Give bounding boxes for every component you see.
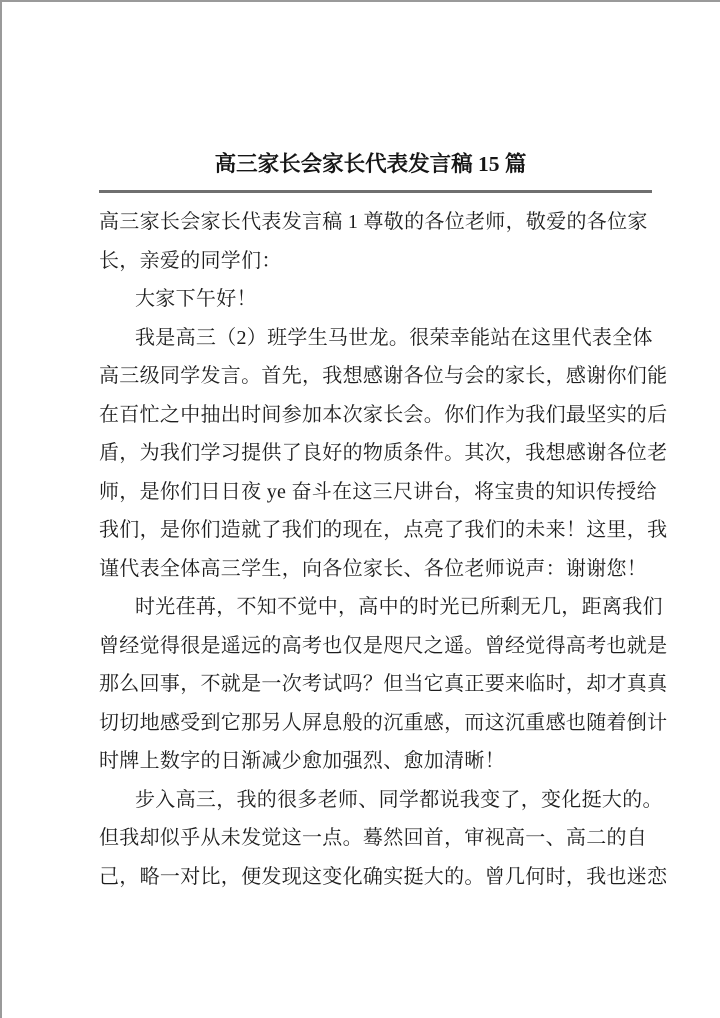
- text-line: 时牌上数字的日渐减少愈加强烈、愈加清晰！: [99, 750, 505, 772]
- text-line: 在百忙之中抽出时间参加本次家长会。你们作为我们最坚实的后: [99, 403, 668, 426]
- document-title: 高三家长会家长代表发言稿 15 篇: [214, 152, 527, 176]
- text-line: 曾经觉得很是遥远的高考也仅是咫尺之遥。曾经觉得高考也就是: [99, 634, 668, 657]
- text-line: 步入高三，我的很多老师、同学都说我变了，变化挺大的。: [135, 788, 663, 811]
- document-body: [99, 203, 668, 896]
- text-line: 师，是你们日日夜 ye 奋斗在这三尺讲台，将宝贵的知识传授给: [99, 480, 657, 503]
- text-line: 切切地感受到它那另人屏息般的沉重感，而这沉重感也随着倒计: [99, 711, 668, 734]
- text-line: 己，略一对比，便发现这变化确实挺大的。曾几何时，我也迷恋: [99, 865, 668, 888]
- text-line: 我是高三（2）班学生马世龙。很荣幸能站在这里代表全体: [135, 326, 653, 349]
- text-line: 高三家长会家长代表发言稿 1 尊敬的各位老师，敬爱的各位家: [99, 211, 648, 233]
- text-line: 长，亲爱的同学们：: [99, 249, 282, 272]
- text-line: 大家下午好！: [135, 288, 257, 310]
- text-line: 谨代表全体高三学生，向各位家长、各位老师说声：谢谢您！: [99, 557, 648, 580]
- text-line: 那么回事，不就是一次考试吗？但当它真正要来临时，却才真真: [99, 673, 668, 695]
- text-line: 但我却似乎从未发觉这一点。蓦然回首，审视高一、高二的自: [99, 827, 648, 849]
- text-line: 盾，为我们学习提供了良好的物质条件。其次，我想感谢各位老: [99, 442, 668, 464]
- document-content: [99, 2, 668, 896]
- text-line: 高三级同学发言。首先，我想感谢各位与会的家长，感谢你们能: [99, 365, 668, 387]
- title-divider: [99, 190, 652, 193]
- text-line: 我们，是你们造就了我们的现在，点亮了我们的未来！这里，我: [99, 519, 668, 541]
- text-line: 时光荏苒，不知不觉中，高中的时光已所剩无几，距离我们: [135, 596, 663, 618]
